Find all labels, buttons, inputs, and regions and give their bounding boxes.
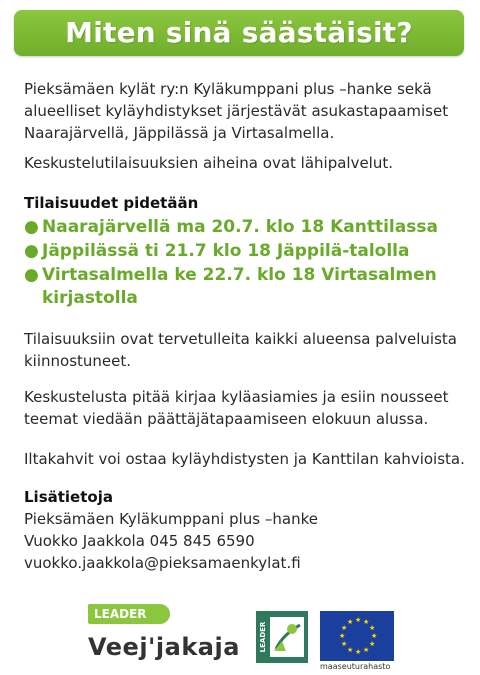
event-text: Virtasalmella ke 22.7. klo 18 Virtasalmen <box>42 265 437 285</box>
svg-text:★: ★ <box>347 618 354 626</box>
contact-org: Pieksämäen Kyläkumppani plus –hanke <box>24 510 318 528</box>
veejjakaja-logo: Veej'jakaja <box>88 633 240 661</box>
svg-text:★: ★ <box>371 632 378 640</box>
svg-text:★: ★ <box>369 624 376 632</box>
event-item <box>24 216 474 239</box>
minutes-line: Keskustelusta pitää kirjaa kyläasiamies ja esiin nousseet <box>24 388 449 406</box>
topic-paragraph: Keskustelutilaisuuksien aiheina ovat lähipalvelut. <box>24 154 394 172</box>
event-item <box>24 240 474 263</box>
svg-text:★: ★ <box>363 618 370 626</box>
svg-text:★: ★ <box>355 648 362 656</box>
minutes-line: teemat viedään päättäjätapaamiseen elokuun alussa. <box>24 410 429 428</box>
svg-text:★: ★ <box>339 632 346 640</box>
contact-block <box>24 486 474 574</box>
intro-line: Naarajärvellä, Jäppilässä ja Virtasalmella. <box>24 124 335 142</box>
contact-heading: Lisätietoja <box>24 488 113 506</box>
page-title: Miten sinä säästäisit? <box>65 16 413 49</box>
welcome-paragraph <box>24 328 474 372</box>
svg-text:★: ★ <box>341 640 348 648</box>
contact-person: Vuokko Jaakkola 045 845 6590 <box>24 532 255 550</box>
welcome-line: kiinnostuneet. <box>24 352 132 370</box>
welcome-line: Tilaisuuksiin ovat tervetulleita kaikki alueensa palveluista <box>24 330 457 348</box>
leader-tag: LEADER <box>88 604 170 624</box>
bullet-icon: ● <box>24 217 39 237</box>
event-text: Naarajärvellä ma 20.7. klo 18 Kanttilassa <box>42 217 438 237</box>
coffee-paragraph: Iltakahvit voi ostaa kyläyhdistysten ja Kanttilan kahvioista. <box>24 450 465 468</box>
leader-emblem <box>256 611 308 663</box>
leader-vertical-label: LEADER <box>259 621 267 653</box>
eu-stars-icon <box>320 611 394 661</box>
eu-fund-label: maaseuturahasto <box>320 662 391 671</box>
event-text: Jäppilässä ti 21.7 klo 18 Jäppilä-talolla <box>42 241 410 261</box>
title-banner <box>14 10 464 56</box>
intro-line: Pieksämäen kylät ry:n Kyläkumppani plus –hanke sekä <box>24 80 432 98</box>
svg-text:★: ★ <box>355 616 362 624</box>
intro-paragraph <box>24 78 474 144</box>
svg-text:★: ★ <box>347 646 354 654</box>
bullet-icon: ● <box>24 265 39 285</box>
eu-flag <box>320 611 394 661</box>
event-item <box>24 264 474 310</box>
minutes-paragraph <box>24 386 474 430</box>
intro-line: alueelliset kyläyhdistykset järjestävät asukastapaamiset <box>24 102 449 120</box>
svg-text:★: ★ <box>341 624 348 632</box>
events-heading: Tilaisuudet pidetään <box>24 194 199 212</box>
svg-text:★: ★ <box>369 640 376 648</box>
contact-email[interactable]: vuokko.jaakkola@pieksamaenkylat.fi <box>24 554 301 572</box>
bullet-icon: ● <box>24 241 39 261</box>
svg-text:★: ★ <box>363 646 370 654</box>
event-text-continued: kirjastolla <box>42 288 138 308</box>
